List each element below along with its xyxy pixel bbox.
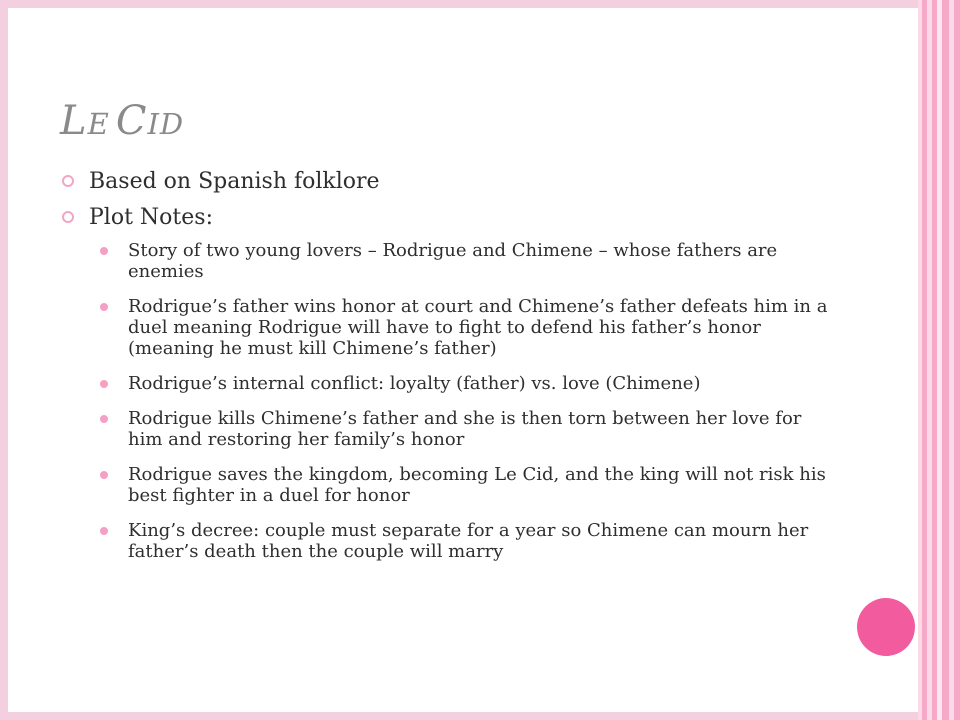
sub-bullet-text: Rodrigue kills Chimene’s father and she is then torn between her love for him and restoring her family’s honor	[128, 408, 802, 450]
ring-bullet-icon	[62, 175, 74, 187]
sub-bullet-item	[100, 240, 830, 282]
slide-title	[60, 98, 184, 144]
sub-bullet-item	[100, 408, 830, 450]
sub-bullet-text: Story of two young lovers – Rodrigue and Chimene – whose fathers are enemies	[128, 240, 778, 282]
sub-bullet-item	[100, 373, 830, 394]
dot-bullet-icon	[100, 471, 108, 479]
sub-bullet-item	[100, 296, 830, 359]
bullet-text: Plot Notes:	[89, 205, 213, 230]
frame-border-top	[0, 0, 920, 8]
bullet-text: Based on Spanish folklore	[89, 169, 380, 194]
dot-bullet-icon	[100, 415, 108, 423]
dot-bullet-icon	[100, 380, 108, 388]
decorative-circle	[857, 598, 915, 656]
slide-content	[60, 168, 830, 576]
ring-bullet-icon	[62, 211, 74, 223]
frame-border-left	[0, 0, 8, 720]
sub-bullet-list	[100, 240, 830, 562]
sub-bullet-text: Rodrigue’s internal conflict: loyalty (father) vs. love (Chimene)	[128, 373, 701, 394]
title-rest-1: E	[87, 107, 110, 141]
dot-bullet-icon	[100, 527, 108, 535]
frame-border-bottom	[0, 712, 920, 720]
title-initial-2: C	[115, 98, 148, 144]
title-initial-1: L	[60, 98, 88, 144]
title-rest-2: ID	[147, 107, 185, 141]
bullet-item	[60, 168, 830, 196]
bullet-item	[60, 204, 830, 232]
sub-bullet-item	[100, 464, 830, 506]
sub-bullet-text: King’s decree: couple must separate for a year so Chimene can mourn her father’s death then the couple will marry	[128, 520, 809, 562]
sub-bullet-text: Rodrigue saves the kingdom, becoming Le Cid, and the king will not risk his best fighter in a duel for honor	[128, 464, 826, 506]
dot-bullet-icon	[100, 247, 108, 255]
dot-bullet-icon	[100, 303, 108, 311]
decorative-stripes	[918, 0, 960, 720]
sub-bullet-text: Rodrigue’s father wins honor at court and Chimene’s father defeats him in a duel meaning Rodrigue will have to fight to defend his father’s honor (meaning he must kill Chimene’s father)	[128, 296, 828, 359]
sub-bullet-item	[100, 520, 830, 562]
